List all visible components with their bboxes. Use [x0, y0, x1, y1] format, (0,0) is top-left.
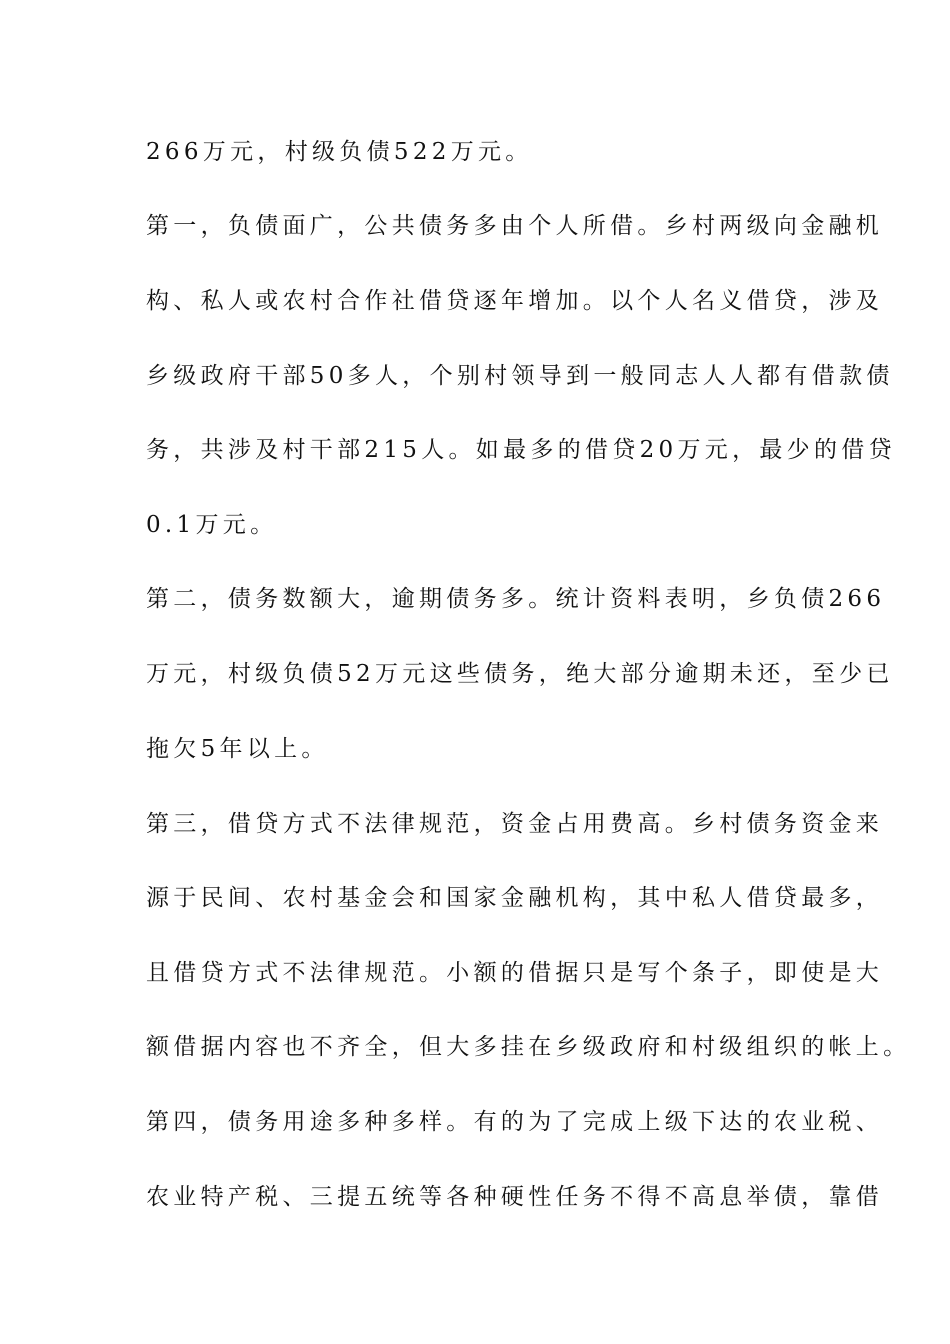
text-line: 额借据内容也不齐全，但大多挂在乡级政府和村级组织的帐上。: [146, 1034, 911, 1060]
text-line: 构、私人或农村合作社借贷逐年增加。以个人名义借贷，涉及: [146, 288, 884, 314]
text-line: 且借贷方式不法律规范。小额的借据只是写个条子，即使是大: [146, 960, 884, 986]
text-line: 乡级政府干部50多人，个别村领导到一般同志人人都有借款债: [146, 363, 894, 389]
text-line: 万元，村级负债52万元这些债务，绝大部分逾期未还，至少已: [146, 661, 894, 687]
text-line: 266万元，村级负债522万元。: [146, 139, 533, 165]
text-line: 农业特产税、三提五统等各种硬性任务不得不高息举债，靠借: [146, 1184, 884, 1210]
text-line: 第四，债务用途多种多样。有的为了完成上级下达的农业税、: [146, 1109, 884, 1135]
text-line: 务，共涉及村干部215人。如最多的借贷20万元，最少的借贷: [146, 437, 896, 463]
text-line: 第三，借贷方式不法律规范，资金占用费高。乡村债务资金来: [146, 811, 884, 837]
text-line: 0.1万元。: [146, 512, 278, 538]
text-line: 第二，债务数额大，逾期债务多。统计资料表明，乡负债266: [146, 586, 886, 612]
text-line: 源于民间、农村基金会和国家金融机构，其中私人借贷最多，: [146, 885, 884, 911]
text-line: 第一，负债面广，公共债务多由个人所借。乡村两级向金融机: [146, 213, 884, 239]
text-line: 拖欠5年以上。: [146, 736, 329, 762]
